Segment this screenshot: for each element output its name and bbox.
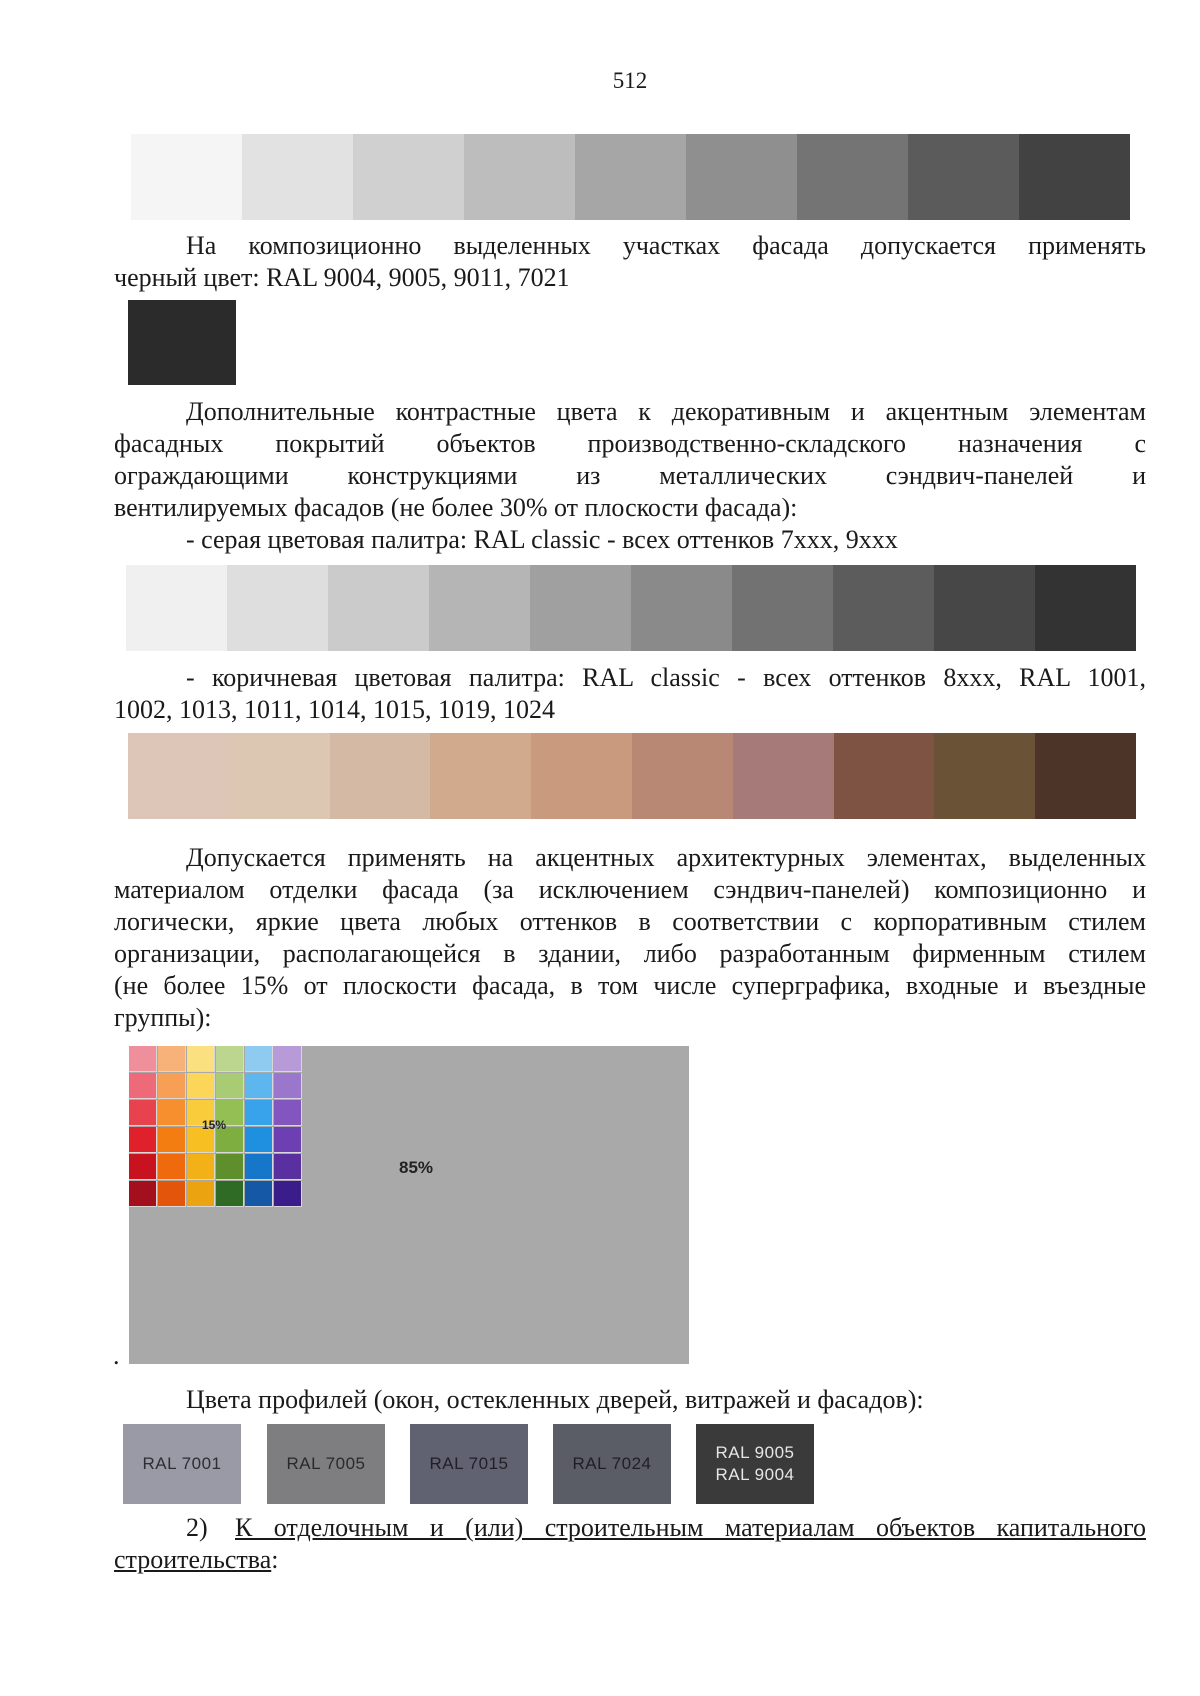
accent-paragraph-line1: Допускается применять на акцентных архитектурных элементах, выделенных xyxy=(186,843,1146,872)
section-title-line2-text: строительства xyxy=(114,1545,272,1574)
section-title-line2 xyxy=(114,1544,714,1576)
palette-cell xyxy=(274,1073,302,1099)
grey-swatch xyxy=(464,134,575,220)
profiles-heading: Цвета профилей (окон, остекленных дверей, витражей и фасадов): xyxy=(186,1385,924,1414)
grey-swatch xyxy=(530,565,631,651)
palette-cell xyxy=(129,1154,157,1180)
accent-paragraph-line5: (не более 15% от плоскости фасада, в том числе суперграфика, входные и въездные xyxy=(114,971,1146,1000)
palette-cell xyxy=(274,1100,302,1126)
brown-swatch xyxy=(934,733,1035,819)
grey-scale-strip xyxy=(131,134,1130,220)
profile-label: RAL 7024 xyxy=(572,1454,652,1473)
palette-cell xyxy=(129,1181,157,1207)
accent-paragraph-line3: логически, яркие цвета любых оттенков в соответствии с корпоративным стилем xyxy=(114,907,1146,936)
palette-cell xyxy=(216,1154,244,1180)
grey-swatch xyxy=(353,134,464,220)
facade-ratio-diagram xyxy=(129,1046,689,1364)
grey-swatch xyxy=(328,565,429,651)
grey-swatch xyxy=(227,565,328,651)
profile-swatch-ral-7024 xyxy=(553,1424,671,1504)
accent-paragraph-line6: группы): xyxy=(114,1003,212,1032)
grey-swatch xyxy=(732,565,833,651)
base-share-label: 85% xyxy=(399,1158,434,1177)
palette-cell xyxy=(129,1073,157,1099)
palette-cell xyxy=(187,1073,215,1099)
profile-swatch-ral-9005-9004 xyxy=(696,1424,814,1504)
black-color-paragraph-line2: черный цвет: RAL 9004, 9005, 9011, 7021 xyxy=(114,263,570,292)
profile-swatch-ral-7005 xyxy=(267,1424,385,1504)
brown-palette-item-line1: - коричневая цветовая палитра: RAL classic - всех оттенков 8xxx, RAL 1001, xyxy=(186,663,1146,692)
grey-swatch xyxy=(126,565,227,651)
black-color-paragraph-line1: На композиционно выделенных участках фасада допускается применять xyxy=(186,231,1146,260)
grey-swatch xyxy=(575,134,686,220)
contrast-paragraph-line1: Дополнительные контрастные цвета к декоративным и акцентным элементам xyxy=(186,397,1146,426)
section-title-line1: К отделочным и (или) строительным материалам объектов капитального xyxy=(235,1513,1146,1542)
brown-swatch xyxy=(632,733,733,819)
brown-swatch xyxy=(128,733,229,819)
palette-cell xyxy=(129,1127,157,1153)
palette-cell xyxy=(158,1127,186,1153)
profile-label: RAL 7001 xyxy=(142,1454,222,1473)
brown-swatch xyxy=(1035,733,1136,819)
palette-cell xyxy=(216,1046,244,1072)
palette-cell xyxy=(187,1046,215,1072)
palette-cell xyxy=(245,1154,273,1180)
grey-palette-strip xyxy=(126,565,1136,651)
palette-cell xyxy=(216,1073,244,1099)
palette-cell xyxy=(158,1100,186,1126)
grey-swatch xyxy=(833,565,934,651)
palette-cell xyxy=(274,1046,302,1072)
palette-cell xyxy=(245,1100,273,1126)
palette-cell xyxy=(158,1154,186,1180)
page-number: 512 xyxy=(612,68,648,93)
contrast-paragraph-line2: фасадных покрытий объектов производственно-складского назначения с xyxy=(114,429,1146,458)
grey-swatch xyxy=(1019,134,1130,220)
palette-cell xyxy=(274,1127,302,1153)
profile-swatch-ral-7015 xyxy=(410,1424,528,1504)
dot-marker: . xyxy=(113,1341,120,1370)
palette-cell xyxy=(216,1181,244,1207)
profile-label: RAL 9005 xyxy=(715,1443,795,1462)
grey-swatch xyxy=(797,134,908,220)
brown-swatch xyxy=(430,733,531,819)
profile-label: RAL 7005 xyxy=(286,1454,366,1473)
palette-cell xyxy=(245,1046,273,1072)
profile-swatch-ral-7001 xyxy=(123,1424,241,1504)
accent-paragraph-line2: материалом отделки фасада (за исключением сэндвич-панелей) композиционно и xyxy=(114,875,1146,904)
grey-swatch xyxy=(908,134,1019,220)
brown-palette-item-line2: 1002, 1013, 1011, 1014, 1015, 1019, 1024 xyxy=(114,695,556,724)
palette-cell xyxy=(245,1073,273,1099)
grey-swatch xyxy=(429,565,530,651)
palette-cell xyxy=(245,1181,273,1207)
grey-swatch xyxy=(631,565,732,651)
grey-swatch xyxy=(131,134,242,220)
grey-palette-item: - серая цветовая палитра: RAL classic - всех оттенков 7xxx, 9xxx xyxy=(186,525,898,554)
brown-swatch xyxy=(834,733,935,819)
palette-cell xyxy=(245,1127,273,1153)
palette-cell xyxy=(187,1181,215,1207)
contrast-paragraph-line3: ограждающими конструкциями из металлических сэндвич-панелей и xyxy=(114,461,1146,490)
palette-cell xyxy=(158,1181,186,1207)
palette-cell xyxy=(187,1154,215,1180)
grey-swatch xyxy=(686,134,797,220)
profile-label-secondary: RAL 9004 xyxy=(715,1465,795,1484)
section-title-colon: : xyxy=(271,1545,279,1574)
grey-swatch xyxy=(934,565,1035,651)
accent-share-label: 15% xyxy=(202,1118,227,1132)
black-swatch xyxy=(128,300,236,385)
grey-swatch xyxy=(1035,565,1136,651)
brown-swatch xyxy=(531,733,632,819)
brown-swatch xyxy=(330,733,431,819)
brown-palette-strip xyxy=(128,733,1136,819)
grey-swatch xyxy=(242,134,353,220)
contrast-paragraph-line4: вентилируемых фасадов (не более 30% от плоскости фасада): xyxy=(114,493,798,522)
palette-cell xyxy=(129,1046,157,1072)
profile-label: RAL 7015 xyxy=(429,1454,509,1473)
brown-swatch xyxy=(733,733,834,819)
palette-cell xyxy=(274,1181,302,1207)
palette-cell xyxy=(158,1073,186,1099)
section-number: 2) xyxy=(186,1513,208,1542)
palette-cell xyxy=(158,1046,186,1072)
brown-swatch xyxy=(229,733,330,819)
palette-cell xyxy=(129,1100,157,1126)
palette-cell xyxy=(274,1154,302,1180)
accent-paragraph-line4: организации, располагающейся в здании, либо разработанным фирменным стилем xyxy=(114,939,1146,968)
